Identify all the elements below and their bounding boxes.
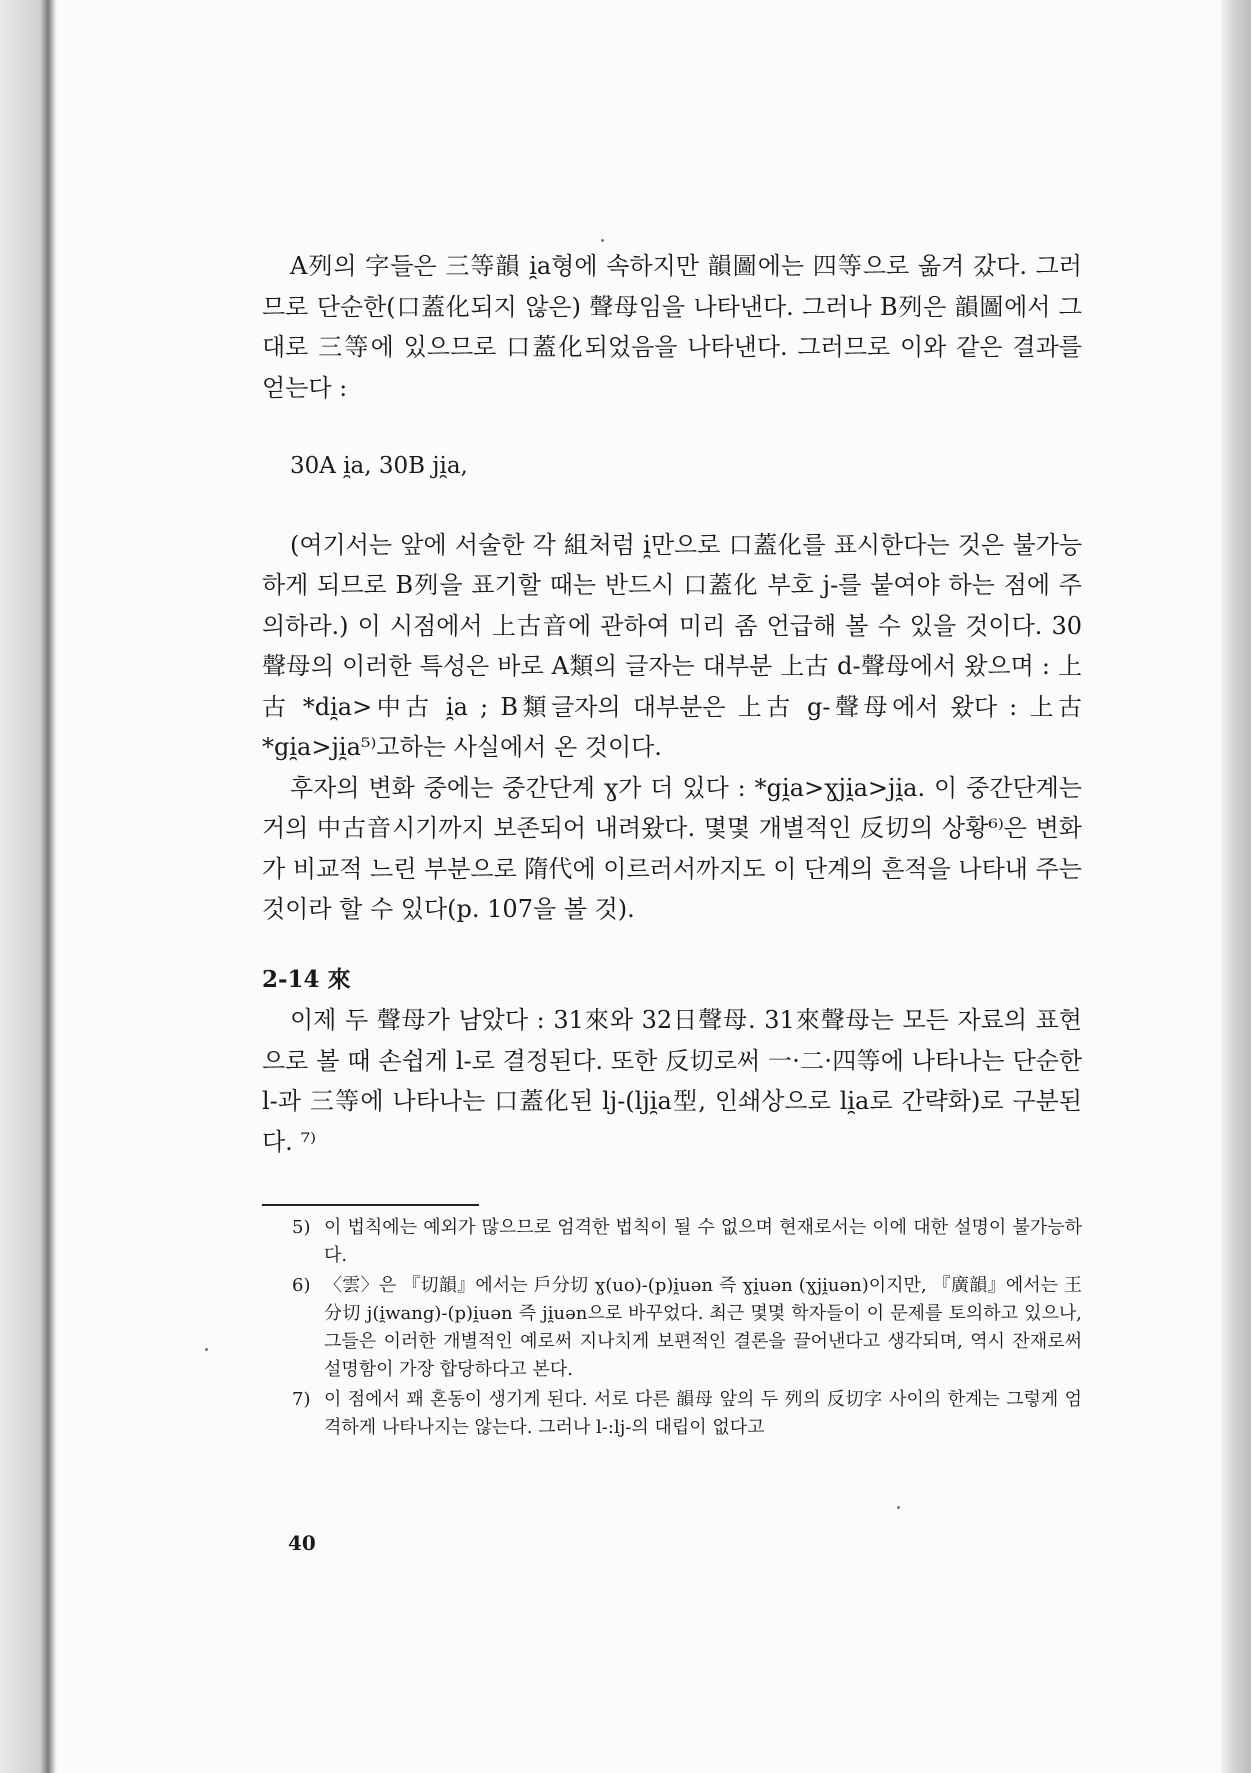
- formula-line: 30A i̯a, 30B ji̯a,: [290, 453, 468, 479]
- paragraph-2: (여기서는 앞에 서술한 각 組처럼 i̯만으로 口蓋化를 표시한다는 것은 불가능하게 되므로 B列을 표기할 때는 반드시 口蓋化 부호 j-를 붙여야 하는 점에 주의하라.) 이 시점에서 上古音에 관하여 미리 좀 언급해 볼 수 있을 것이다. 30聲母의 이러한 특성은 바로 A類의 글자는 대부분 上古 d-聲母에서 왔으며 : 上古 *di̯a>中古 i̯a ; B類글자의 대부분은 上古 g-聲母에서 왔다 : 上古 *gi̯a>ji̯a⁵⁾고하는 사실에서 온 것이다.: [262, 530, 1082, 761]
- section-heading: 2-14 來: [262, 965, 351, 993]
- footnote-5: [262, 1214, 1082, 1270]
- footnote-6: [262, 1272, 1082, 1384]
- page-number: 40: [288, 1531, 316, 1555]
- print-speck: [897, 1506, 900, 1509]
- footnotes: [262, 1214, 1082, 1442]
- footnote-number: 6): [292, 1275, 311, 1296]
- page-binding-edge: [0, 0, 58, 1773]
- page-right-edge: [1221, 0, 1251, 1773]
- main-text: [262, 246, 1082, 1444]
- footnote-text: 〈雲〉은 『切韻』에서는 戶分切 ɣ(uo)-(p)i̯uən 즉 ɣi̯uən (ɣji̯uən)이지만, 『廣韻』에서는 王分切 j(i̯wang)-(p)i̯uən 즉 ji̯uən으로 바꾸었다. 최근 몇몇 학자들이 이 문제를 토의하고 있으나, 그들은 이러한 개별적인 예로써 지나치게 보편적인 결론을 끌어낸다고 생각되며, 역시 잔재로써 설명함이 가장 합당하다고 본다.: [324, 1275, 1082, 1380]
- footnote-text: 이 법칙에는 예외가 많으므로 엄격한 법칙이 될 수 없으며 현재로서는 이에 대한 설명이 불가능하다.: [324, 1217, 1082, 1266]
- paragraph-4: 이제 두 聲母가 남았다 : 31來와 32日聲母. 31來聲母는 모든 자료의 표현으로 볼 때 손쉽게 l-로 결정된다. 또한 反切로써 一·二·四等에 나타나는 단순한 l-과 三等에 나타나는 口蓋化된 lj-(lji̯a型, 인쇄상으로 li̯a로 간략화)로 구분된다. ⁷⁾: [262, 1006, 1082, 1156]
- footnote-number: 5): [292, 1217, 311, 1238]
- footnote-rule: [262, 1204, 479, 1206]
- paragraph-1: A列의 字들은 三等韻 i̯a형에 속하지만 韻圖에는 四等으로 옮겨 갔다. 그러므로 단순한(口蓋化되지 않은) 聲母임을 나타낸다. 그러나 B列은 韻圖에서 그대로 三等에 있으므로 口蓋化되었음을 나타낸다. 그러므로 이와 같은 결과를 얻는다 :: [262, 252, 1082, 402]
- print-speck: [205, 1348, 208, 1351]
- print-speck: [601, 239, 604, 242]
- footnote-text: 이 점에서 꽤 혼동이 생기게 된다. 서로 다른 韻母 앞의 두 列의 反切字 사이의 한계는 그렇게 엄격하게 나타나지는 않는다. 그러나 l-:lj-의 대립이 없다고: [324, 1389, 1082, 1438]
- paragraph-3: 후자의 변화 중에는 중간단계 ɣ가 더 있다 : *gi̯a>ɣji̯a>ji̯a. 이 중간단계는 거의 中古音시기까지 보존되어 내려왔다. 몇몇 개별적인 反切의 상황⁶⁾은 변화가 비교적 느린 부분으로 隋代에 이르러서까지도 이 단계의 흔적을 나타내 주는 것이라 할 수 있다(p. 107을 볼 것).: [262, 773, 1082, 923]
- footnote-7: [262, 1386, 1082, 1442]
- footnote-number: 7): [292, 1389, 311, 1410]
